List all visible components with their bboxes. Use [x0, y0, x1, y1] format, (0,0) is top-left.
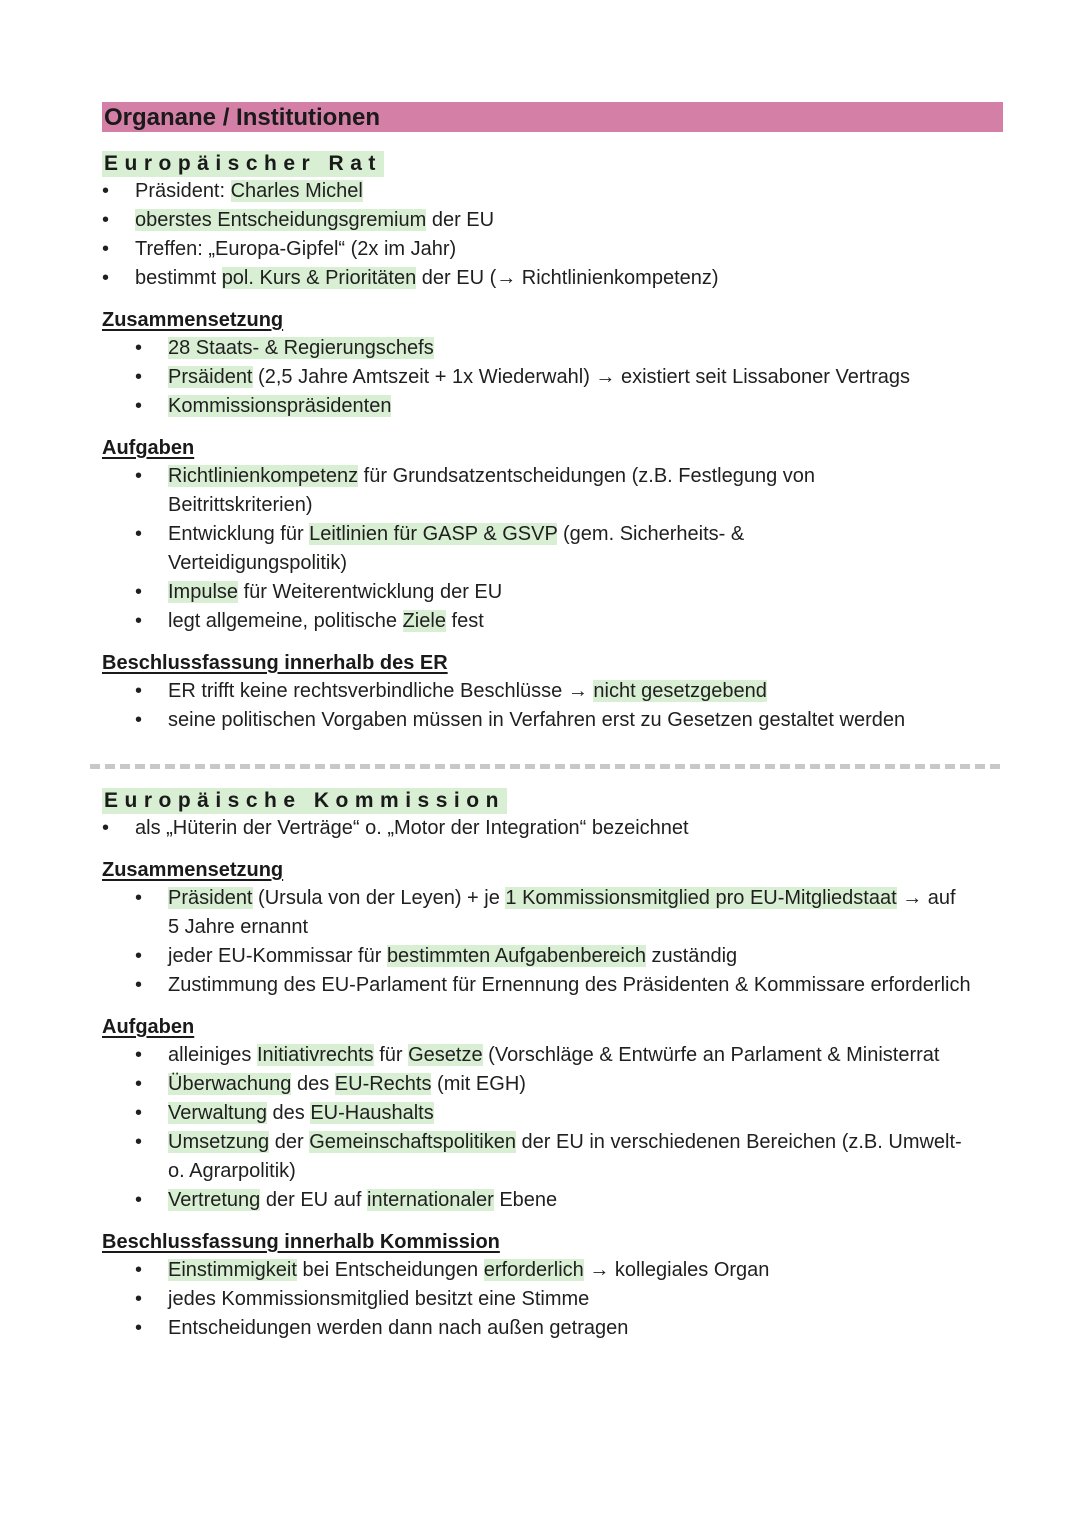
bullet-icon: •: [135, 680, 143, 702]
item-text: Zustimmung des EU-Parlament für Ernennung des Präsidenten & Kommissare erforderlich: [168, 974, 971, 996]
section-title: Europäischer Rat: [104, 152, 382, 175]
item-text: der EU (→ Richtlinienkompetenz): [416, 267, 719, 289]
bullet-icon: •: [135, 1073, 143, 1095]
bullet-icon: •: [135, 523, 143, 545]
item-text: (mit EGH): [431, 1073, 526, 1095]
list-item: [102, 264, 1002, 293]
item-text: (Vorschläge & Entwürfe an Parlament & Ministerrat: [482, 1044, 940, 1066]
highlighted-text: Einstimmigkeit: [168, 1259, 297, 1281]
item-text: zuständig: [646, 945, 738, 967]
bullet-icon: •: [102, 817, 110, 839]
bullet-icon: •: [102, 180, 110, 202]
bullet-icon: •: [135, 366, 143, 388]
item-text: jedes Kommissionsmitglied besitzt eine Stimme: [168, 1288, 590, 1310]
highlighted-text: Charles Michel: [230, 180, 363, 202]
list-item: [102, 462, 842, 520]
list-item: [102, 677, 1002, 706]
highlighted-text: Initiativrechts: [256, 1044, 374, 1066]
section-europaeische-kommission: [102, 788, 1002, 1343]
item-text: seine politischen Vorgaben müssen in Verfahren erst zu Gesetzen gestaltet werden: [168, 709, 906, 731]
item-text: als „Hüterin der Verträge“ o. „Motor der Integration“ bezeichnet: [135, 817, 689, 839]
list-item: [102, 520, 842, 578]
list-item: [102, 1070, 962, 1099]
highlighted-text: Impulse: [168, 581, 239, 603]
list-item: [102, 1041, 962, 1070]
bullet-icon: •: [135, 1288, 143, 1310]
list-item: [102, 235, 1002, 264]
ek-intro-list: [102, 814, 1002, 843]
list-item: [102, 942, 972, 971]
er-composition-list: [102, 334, 1002, 421]
highlighted-text: internationaler: [367, 1189, 494, 1211]
item-text: fest: [445, 610, 484, 632]
list-item: [102, 706, 1002, 735]
list-item: [102, 1256, 1002, 1285]
section-europaeischer-rat: [102, 151, 1002, 735]
highlighted-text: Ziele: [402, 610, 446, 632]
item-text: Entscheidungen werden dann nach außen getragen: [168, 1317, 629, 1339]
bullet-icon: •: [135, 709, 143, 731]
list-item: [102, 392, 1002, 421]
er-tasks-heading: Aufgaben: [102, 437, 195, 459]
item-text: des: [291, 1073, 335, 1095]
ek-tasks-list: [102, 1041, 962, 1215]
ek-tasks-heading: Aufgaben: [102, 1016, 195, 1038]
highlighted-text: Richtlinienkompetenz: [168, 465, 359, 487]
highlighted-text: Verwaltung: [168, 1102, 267, 1124]
highlighted-text: Gemeinschaftspolitiken: [309, 1131, 516, 1153]
list-item: [102, 1314, 1002, 1343]
highlighted-text: oberstes Entscheidungsgremium: [135, 209, 427, 231]
item-text: → kollegiales Organ: [583, 1259, 770, 1281]
ek-decision-list: [102, 1256, 1002, 1343]
er-decision-list: [102, 677, 1002, 735]
item-text: für Grundsatzentscheidungen (z.B. Festlegung von Beitrittskriterien): [168, 465, 816, 516]
bullet-icon: •: [135, 1131, 143, 1153]
er-intro-list: [102, 177, 1002, 293]
highlighted-text: 28 Staats- & Regierungschefs: [168, 337, 434, 359]
bullet-icon: •: [135, 337, 143, 359]
item-text: für: [373, 1044, 409, 1066]
bullet-icon: •: [135, 581, 143, 603]
bullet-icon: •: [135, 1317, 143, 1339]
item-text: der EU in verschiedenen Bereichen (z.B. Umwelt- o. Agrarpolitik): [168, 1131, 962, 1182]
list-item: [102, 206, 1002, 235]
bullet-icon: •: [135, 1189, 143, 1211]
highlighted-text: Umsetzung: [168, 1131, 270, 1153]
item-text: der EU auf: [260, 1189, 368, 1211]
highlighted-text: Präsident: [168, 887, 253, 909]
ek-composition-heading: Zusammensetzung: [102, 859, 284, 881]
bullet-icon: •: [135, 945, 143, 967]
item-text: legt allgemeine, politische: [168, 610, 403, 632]
highlighted-text: Kommissionspräsidenten: [168, 395, 392, 417]
list-item: [102, 363, 1002, 392]
section-divider: [90, 764, 1000, 769]
item-text: alleiniges: [168, 1044, 257, 1066]
er-tasks-list: [102, 462, 842, 636]
highlighted-text: Prsäident: [168, 366, 253, 388]
item-text: der: [269, 1131, 310, 1153]
list-item: [102, 177, 1002, 206]
bullet-icon: •: [135, 610, 143, 632]
bullet-icon: •: [135, 1259, 143, 1281]
list-item: [102, 1128, 962, 1186]
bullet-icon: •: [135, 887, 143, 909]
item-text: (Ursula von der Leyen) + je: [252, 887, 506, 909]
item-text: (gem. Sicherheits- & Verteidigungspolitik): [168, 523, 745, 574]
highlighted-text: Leitlinien für GASP & GSVP: [309, 523, 558, 545]
list-item: [102, 814, 1002, 843]
highlighted-text: pol. Kurs & Prioritäten: [221, 267, 417, 289]
highlighted-text: bestimmten Aufgabenbereich: [386, 945, 646, 967]
bullet-icon: •: [135, 1102, 143, 1124]
item-text: → auf 5 Jahre ernannt: [168, 887, 956, 938]
ek-composition-list: [102, 884, 972, 1000]
item-text: Entwicklung für: [168, 523, 310, 545]
bullet-icon: •: [135, 395, 143, 417]
list-item: [102, 578, 842, 607]
item-text: bei Entscheidungen: [296, 1259, 484, 1281]
highlighted-text: nicht gesetzgebend: [593, 680, 767, 702]
item-text: bestimmt: [135, 267, 222, 289]
er-composition-heading: Zusammensetzung: [102, 309, 284, 331]
item-text: Präsident:: [135, 180, 231, 202]
page-title: Organane / Institutionen: [102, 102, 1003, 132]
bullet-icon: •: [135, 465, 143, 487]
ek-decision-heading: Beschlussfassung innerhalb Kommission: [102, 1231, 500, 1253]
list-item: [102, 971, 972, 1000]
item-text: Ebene: [493, 1189, 558, 1211]
highlighted-text: EU-Rechts: [334, 1073, 432, 1095]
item-text: für Weiterentwicklung der EU: [238, 581, 503, 603]
list-item: [102, 334, 1002, 363]
list-item: [102, 884, 972, 942]
item-text: jeder EU-Kommissar für: [168, 945, 387, 967]
list-item: [102, 607, 842, 636]
list-item: [102, 1186, 962, 1215]
bullet-icon: •: [135, 1044, 143, 1066]
bullet-icon: •: [102, 267, 110, 289]
bullet-icon: •: [102, 238, 110, 260]
item-text: (2,5 Jahre Amtszeit + 1x Wiederwahl) → existiert seit Lissaboner Vertrags: [252, 366, 910, 388]
section-title: Europäische Kommission: [104, 789, 505, 812]
highlighted-text: Vertretung: [168, 1189, 261, 1211]
list-item: [102, 1099, 962, 1128]
highlighted-text: Überwachung: [168, 1073, 292, 1095]
bullet-icon: •: [102, 209, 110, 231]
highlighted-text: 1 Kommissionsmitglied pro EU-Mitgliedstaat: [505, 887, 897, 909]
list-item: [102, 1285, 1002, 1314]
highlighted-text: EU-Haushalts: [310, 1102, 434, 1124]
bullet-icon: •: [135, 974, 143, 996]
er-decision-heading: Beschlussfassung innerhalb des ER: [102, 652, 448, 674]
item-text: des: [266, 1102, 311, 1124]
highlighted-text: Gesetze: [408, 1044, 483, 1066]
highlighted-text: erforderlich: [483, 1259, 584, 1281]
item-text: der EU: [426, 209, 495, 231]
item-text: ER trifft keine rechtsverbindliche Beschlüsse →: [168, 680, 594, 702]
item-text: Treffen: „Europa-Gipfel“ (2x im Jahr): [135, 238, 457, 260]
